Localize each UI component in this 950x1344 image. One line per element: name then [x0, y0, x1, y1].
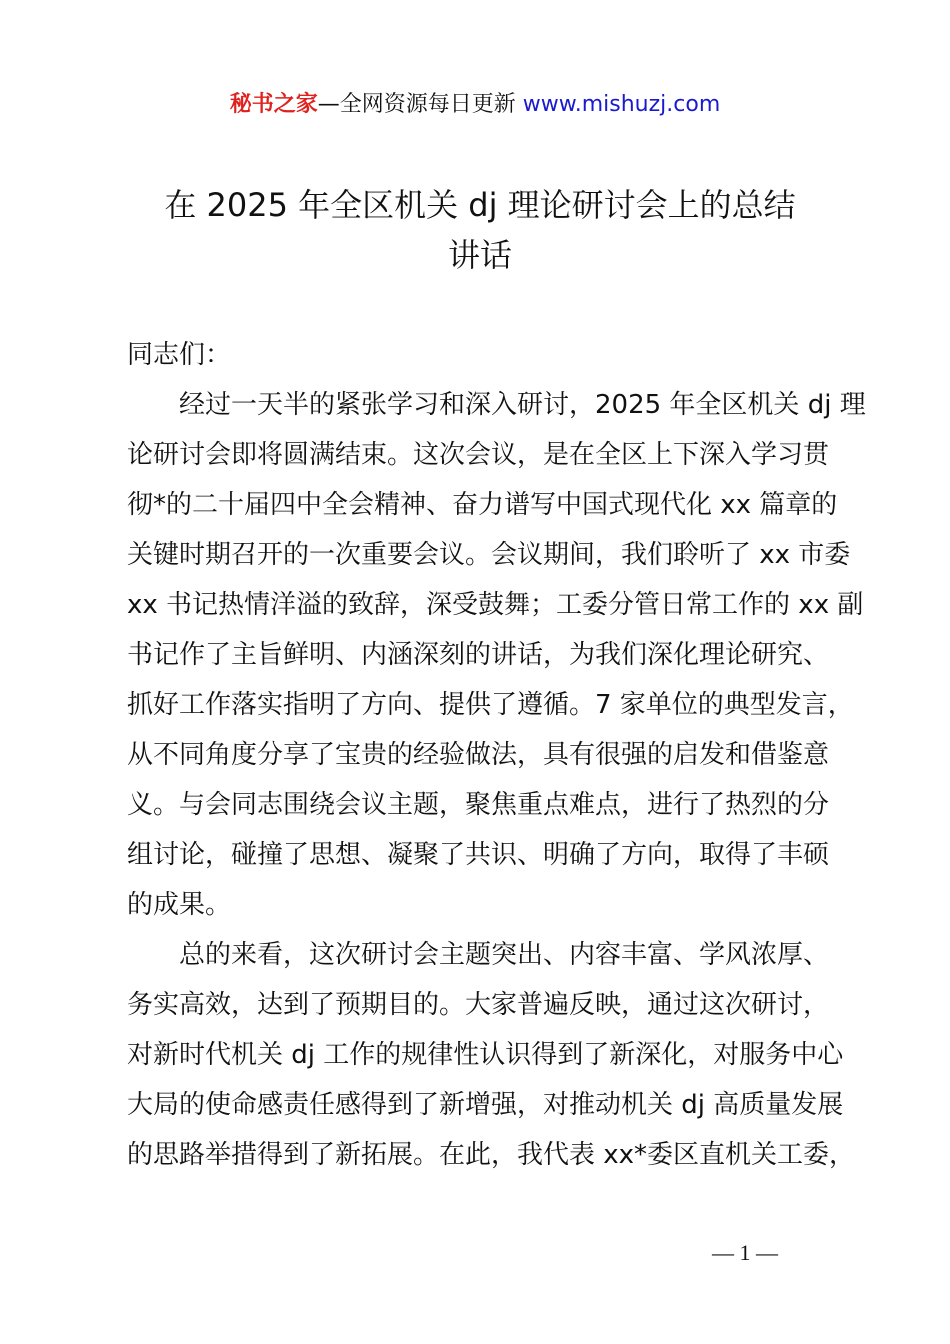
- text-line: 抓好工作落实指明了方向、提供了遵循。7 家单位的典型发言，: [127, 690, 854, 720]
- text-line: 彻*的二十届四中全会精神、奋力谱写中国式现代化 xx 篇章的: [127, 490, 838, 520]
- text-line: 论研讨会即将圆满结束。这次会议，是在全区上下深入学习贯: [127, 440, 830, 470]
- paragraph: [127, 380, 866, 930]
- salutation: 同志们：: [127, 340, 232, 370]
- text-line: 的思路举措得到了新拓展。在此，我代表 xx*委区直机关工委，: [127, 1140, 856, 1170]
- paragraph: [127, 930, 862, 1180]
- title-line: 讲话: [447, 236, 512, 274]
- document-body: [127, 330, 866, 1180]
- text-line: 经过一天半的紧张学习和深入研讨，2025 年全区机关 dj 理: [179, 390, 866, 420]
- site-url-link[interactable]: www.mishuzj.com: [522, 92, 721, 117]
- brand-name: 秘书之家: [229, 92, 318, 117]
- text-line: 义。与会同志围绕会议主题，聚焦重点难点，进行了热烈的分: [127, 790, 830, 820]
- document-title: [100, 180, 860, 280]
- text-line: 总的来看，这次研讨会主题突出、内容丰富、学风浓厚、: [179, 940, 830, 970]
- text-line: xx 书记热情洋溢的致辞，深受鼓舞；工委分管日常工作的 xx 副: [127, 590, 864, 620]
- text-line: 关键时期召开的一次重要会议。会议期间，我们聆听了 xx 市委: [127, 540, 851, 570]
- site-header: [0, 88, 950, 122]
- text-line: 从不同角度分享了宝贵的经验做法，具有很强的启发和借鉴意: [127, 740, 830, 770]
- text-line: 务实高效，达到了预期目的。大家普遍反映，通过这次研讨，: [127, 990, 830, 1020]
- text-line: 书记作了主旨鲜明、内涵深刻的讲话，为我们深化理论研究、: [127, 640, 830, 670]
- text-line: 大局的使命感责任感得到了新增强，对推动机关 dj 高质量发展: [127, 1090, 844, 1120]
- page-number: — 1 —: [712, 1240, 778, 1265]
- text-line: 组讨论，碰撞了思想、凝聚了共识、明确了方向，取得了丰硕: [127, 840, 830, 870]
- text-line: 的成果。: [127, 890, 232, 920]
- header-slogan: —全网资源每日更新: [317, 92, 516, 117]
- text-line: 对新时代机关 dj 工作的规律性认识得到了新深化，对服务中心: [127, 1040, 844, 1070]
- title-line: 在 2025 年全区机关 dj 理论研讨会上的总结: [164, 186, 796, 224]
